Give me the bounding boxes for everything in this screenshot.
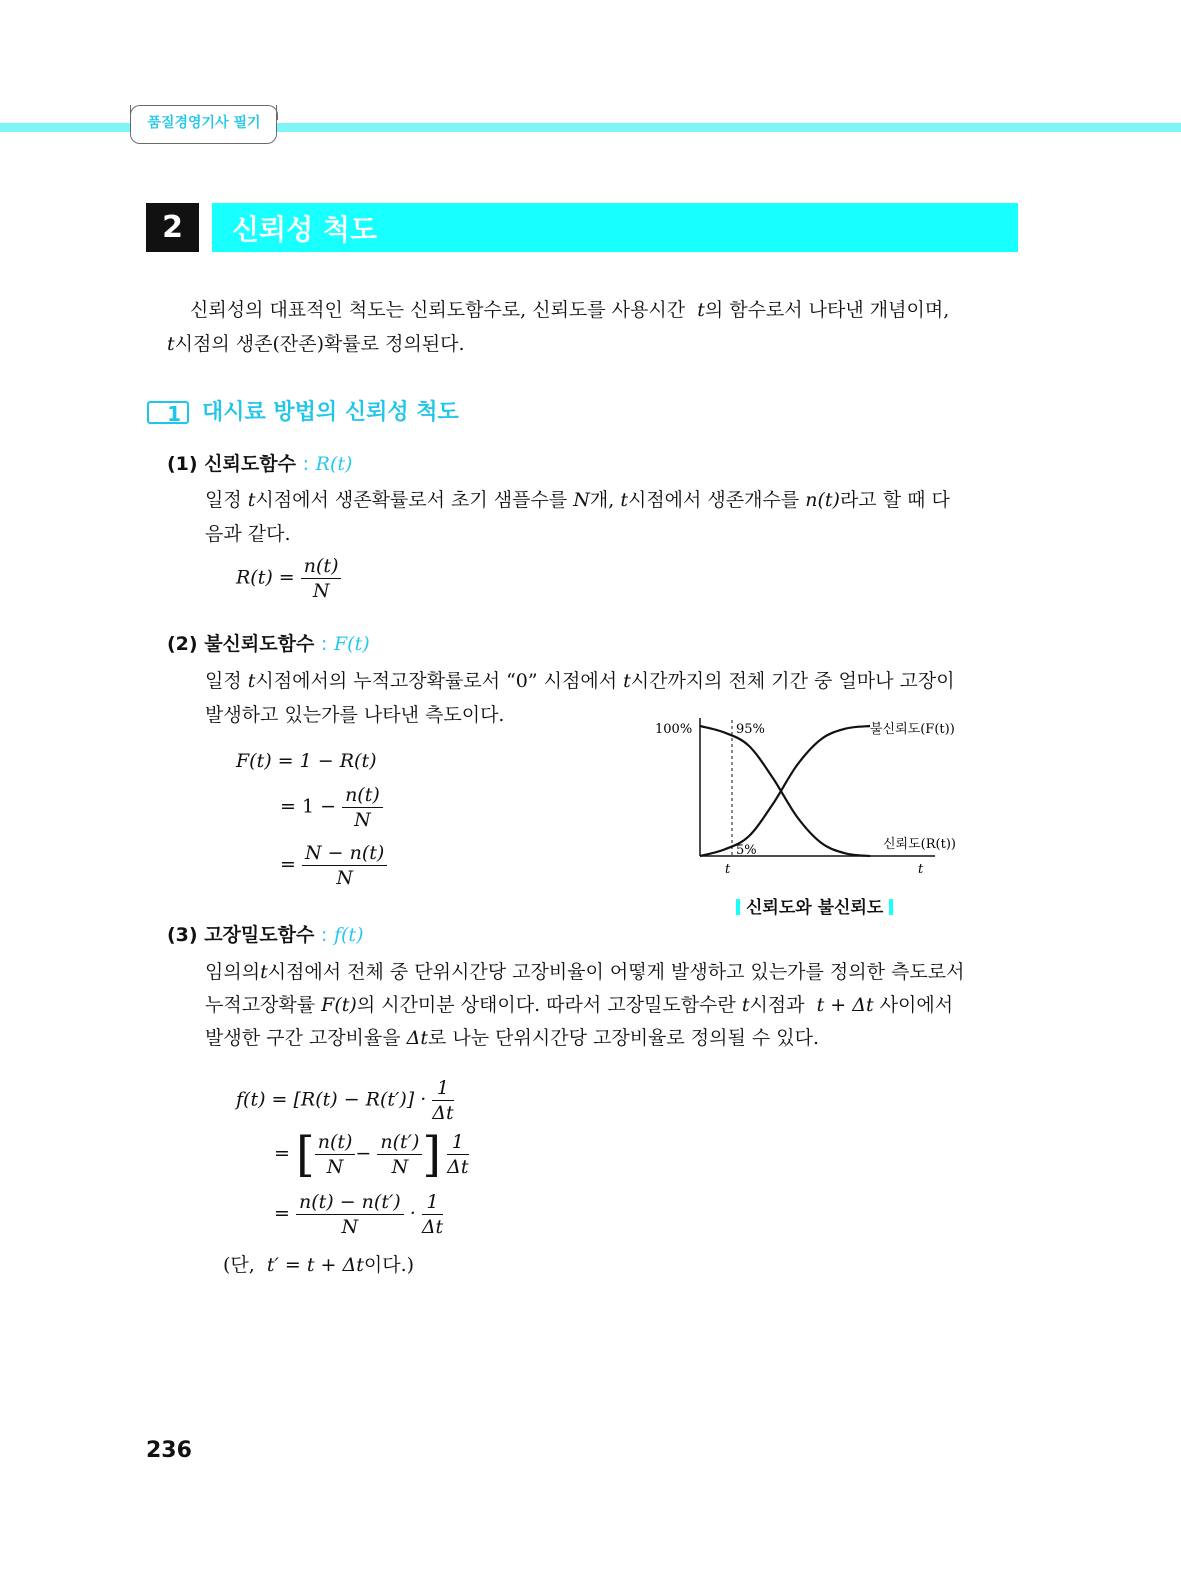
formula-note: (단, t′ = t + Δt이다.): [223, 1254, 415, 1276]
intro-line-2: t시점의 생존(잔존)확률로 정의된다.: [167, 333, 465, 355]
item-2-text-2: 발생하고 있는가를 나타낸 측도이다.: [205, 704, 505, 726]
formula-density-3: = $\frac{n(t) - n(t')}{N}$ · $\frac{1}{\Delta t}$: [274, 1191, 444, 1238]
label-100: 100%: [655, 722, 693, 737]
tick-t-marker: t: [725, 862, 731, 877]
item-2-text-1: 일정 t시점에서의 누적고장확률로서 “0” 시점에서 t시간까지의 전체 기간 중 얼마나 고장이: [205, 670, 955, 692]
label-5: 5%: [736, 843, 757, 858]
caption-bar-right: [889, 899, 893, 915]
header-label: 품질경영기사 필기: [147, 115, 261, 131]
formula-density-2: = [ $\frac{n(t)}{N}$ − $\frac{n(t')}{N}$ ] $\frac{1}{\Delta t}$: [274, 1126, 469, 1183]
subsection-title: 대시료 방법의 신뢰성 척도: [202, 400, 459, 425]
item-3-text-1: 임의의t시점에서 전체 중 단위시간당 고장비율이 어떻게 발생하고 있는가를 정의한 측도로서: [205, 961, 965, 983]
section-number: 2: [146, 203, 199, 252]
legend-reliability: 신뢰도(R(t)): [883, 837, 956, 852]
formula-unreliability-3: = $\frac{N - n(t)}{N}$: [280, 841, 387, 890]
item-3-heading: (3) 고장밀도함수 : f(t): [167, 924, 364, 946]
formula-reliability: R(t) = $\frac{n(t)}{N}$: [236, 554, 341, 603]
x-axis-label: t: [918, 862, 924, 877]
chart-caption: 신뢰도와 불신뢰도: [730, 893, 899, 918]
series-reliability-line: [700, 726, 870, 856]
header-rule-right: [276, 123, 1181, 132]
item-1-text-1: 일정 t시점에서 생존확률로서 초기 샘플수를 N개, t시점에서 생존개수를 n(t)라고 할 때 다: [205, 489, 950, 511]
item-1-text-2: 음과 같다.: [205, 523, 291, 545]
label-95: 95%: [736, 722, 765, 737]
formula-unreliability-2: = 1 − $\frac{n(t)}{N}$: [280, 783, 383, 832]
caption-bar-left: [736, 899, 740, 915]
header-rule-left: [0, 123, 132, 132]
item-1-heading: (1) 신뢰도함수 : R(t): [167, 453, 353, 475]
section-title: 신뢰성 척도: [232, 213, 377, 246]
item-2-heading: (2) 불신뢰도함수 : F(t): [167, 633, 370, 655]
page-number: 236: [146, 1438, 192, 1463]
legend-unreliability: 불신뢰도(F(t)): [870, 722, 955, 737]
formula-unreliability-1: F(t) = 1 − R(t): [236, 750, 377, 772]
item-3-text-3: 발생한 구간 고장비율을 Δt로 나눈 단위시간당 고장비율로 정의될 수 있다.: [205, 1027, 820, 1049]
formula-density-1: f(t) = [R(t) − R(t′)] · $\frac{1}{\Delta t}$: [236, 1077, 454, 1124]
series-unreliability-line: [700, 726, 870, 856]
reliability-chart: [640, 710, 980, 890]
subsection-number: 1: [147, 401, 189, 424]
item-3-text-2: 누적고장확률 F(t)의 시간미분 상태이다. 따라서 고장밀도함수란 t시점과 t + Δt 사이에서: [205, 994, 954, 1016]
intro-line-1: 신뢰성의 대표적인 척도는 신뢰도함수로, 신뢰도를 사용시간 t의 함수로서 나타낸 개념이며,: [190, 299, 950, 321]
